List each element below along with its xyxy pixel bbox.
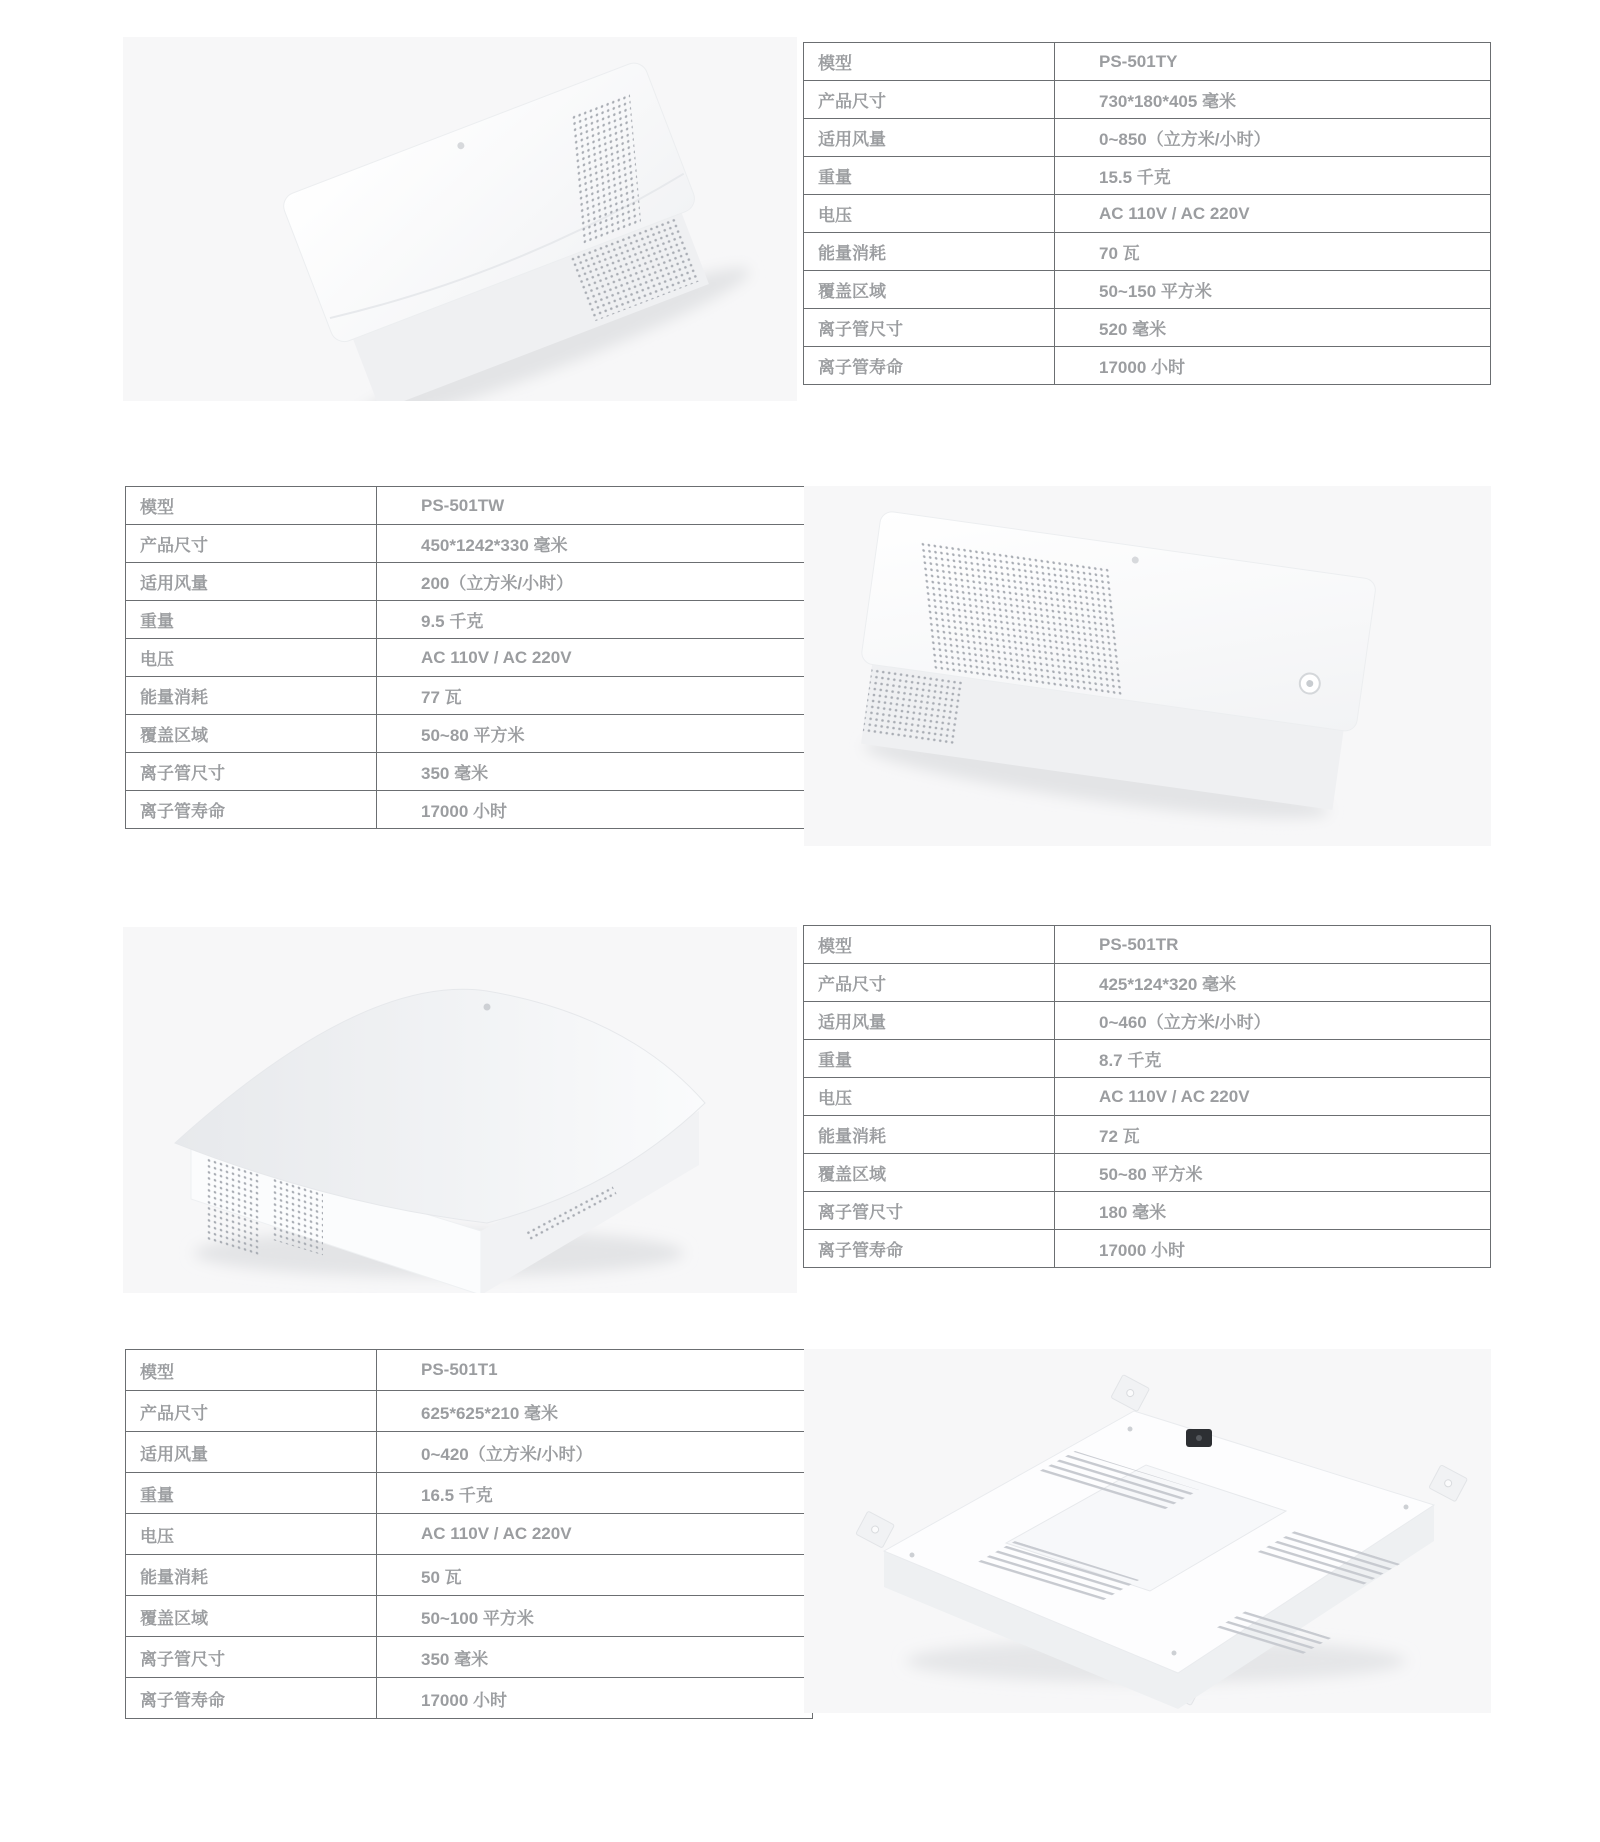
product-photo-ps-501ty bbox=[123, 37, 797, 401]
spec-label: 产品尺寸 bbox=[804, 964, 1055, 1002]
spec-label: 重量 bbox=[126, 1473, 377, 1514]
spec-label: 适用风量 bbox=[126, 563, 377, 601]
spec-value: 9.5 千克 bbox=[377, 601, 813, 639]
spec-value: PS-501TR bbox=[1055, 926, 1491, 964]
spec-value: 16.5 千克 bbox=[377, 1473, 813, 1514]
spec-label: 模型 bbox=[804, 926, 1055, 964]
spec-row bbox=[126, 677, 813, 715]
spec-row bbox=[804, 1040, 1491, 1078]
spec-value: AC 110V / AC 220V bbox=[1055, 195, 1491, 233]
spec-value: 70 瓦 bbox=[1055, 233, 1491, 271]
spec-row bbox=[804, 309, 1491, 347]
spec-row bbox=[804, 233, 1491, 271]
spec-label: 电压 bbox=[126, 639, 377, 677]
spec-label: 覆盖区域 bbox=[804, 271, 1055, 309]
spec-row bbox=[126, 1473, 813, 1514]
spec-row bbox=[126, 753, 813, 791]
spec-label: 产品尺寸 bbox=[804, 81, 1055, 119]
spec-row bbox=[126, 715, 813, 753]
spec-value: 0~850（立方米/小时） bbox=[1055, 119, 1491, 157]
spec-label: 模型 bbox=[126, 487, 377, 525]
product-photo-ps-501t1 bbox=[804, 1349, 1491, 1713]
spec-label: 能量消耗 bbox=[126, 677, 377, 715]
spec-row bbox=[804, 926, 1491, 964]
spec-row bbox=[804, 1116, 1491, 1154]
spec-value: 77 瓦 bbox=[377, 677, 813, 715]
spec-value: 350 毫米 bbox=[377, 1637, 813, 1678]
spec-value: 180 毫米 bbox=[1055, 1192, 1491, 1230]
spec-row bbox=[126, 1514, 813, 1555]
spec-value: 0~460（立方米/小时） bbox=[1055, 1002, 1491, 1040]
spec-row bbox=[804, 195, 1491, 233]
spec-row bbox=[126, 1637, 813, 1678]
spec-value: PS-501TW bbox=[377, 487, 813, 525]
spec-row bbox=[126, 791, 813, 829]
spec-row bbox=[804, 1192, 1491, 1230]
spec-value: 8.7 千克 bbox=[1055, 1040, 1491, 1078]
product-photo-ps-501tr bbox=[123, 927, 797, 1293]
spec-label: 电压 bbox=[804, 195, 1055, 233]
side-vent-grille bbox=[862, 666, 965, 746]
spec-value: 50~80 平方米 bbox=[1055, 1154, 1491, 1192]
spec-row bbox=[126, 601, 813, 639]
spec-label: 产品尺寸 bbox=[126, 525, 377, 563]
curved-lid-unit-illustration bbox=[123, 927, 797, 1293]
spec-value: 50~80 平方米 bbox=[377, 715, 813, 753]
spec-label: 电压 bbox=[804, 1078, 1055, 1116]
spec-value: 17000 小时 bbox=[377, 1678, 813, 1719]
spec-label: 适用风量 bbox=[126, 1432, 377, 1473]
spec-value: 17000 小时 bbox=[1055, 1230, 1491, 1268]
spec-label: 离子管寿命 bbox=[804, 1230, 1055, 1268]
unit-body bbox=[264, 50, 758, 401]
spec-value: 0~420（立方米/小时） bbox=[377, 1432, 813, 1473]
spec-label: 模型 bbox=[804, 43, 1055, 81]
spec-value: PS-501T1 bbox=[377, 1350, 813, 1391]
spec-value: 72 瓦 bbox=[1055, 1116, 1491, 1154]
product-photo-ps-501tw bbox=[804, 486, 1491, 846]
screw-hole bbox=[484, 1004, 491, 1011]
spec-label: 适用风量 bbox=[804, 1002, 1055, 1040]
spec-value: 50 瓦 bbox=[377, 1555, 813, 1596]
spec-value: 50~150 平方米 bbox=[1055, 271, 1491, 309]
wall-unit-illustration bbox=[804, 486, 1491, 846]
spec-value: 15.5 千克 bbox=[1055, 157, 1491, 195]
spec-value: 50~100 平方米 bbox=[377, 1596, 813, 1637]
top-vent-grille bbox=[570, 92, 641, 248]
spec-row bbox=[126, 1350, 813, 1391]
spec-table-ps-501ty bbox=[803, 42, 1491, 385]
spec-label: 重量 bbox=[804, 157, 1055, 195]
unit-body bbox=[856, 1375, 1468, 1709]
spec-value: 425*124*320 毫米 bbox=[1055, 964, 1491, 1002]
spec-row bbox=[126, 1555, 813, 1596]
spec-row bbox=[126, 1678, 813, 1719]
spec-value: AC 110V / AC 220V bbox=[377, 639, 813, 677]
spec-row bbox=[804, 964, 1491, 1002]
spec-value: AC 110V / AC 220V bbox=[377, 1514, 813, 1555]
spec-row bbox=[804, 43, 1491, 81]
wall-unit-illustration bbox=[123, 37, 797, 401]
spec-table-ps-501tr bbox=[803, 925, 1491, 1268]
spec-value: 450*1242*330 毫米 bbox=[377, 525, 813, 563]
spec-row bbox=[804, 1154, 1491, 1192]
spec-row bbox=[804, 271, 1491, 309]
spec-value: 200（立方米/小时） bbox=[377, 563, 813, 601]
unit-body bbox=[175, 989, 705, 1293]
spec-value: 520 毫米 bbox=[1055, 309, 1491, 347]
spec-label: 电压 bbox=[126, 1514, 377, 1555]
spec-row bbox=[126, 1596, 813, 1637]
spec-label: 重量 bbox=[126, 601, 377, 639]
spec-table-ps-501tw bbox=[125, 486, 813, 829]
spec-label: 离子管寿命 bbox=[126, 791, 377, 829]
spec-row bbox=[126, 1432, 813, 1473]
spec-label: 产品尺寸 bbox=[126, 1391, 377, 1432]
spec-row bbox=[804, 347, 1491, 385]
spec-label: 模型 bbox=[126, 1350, 377, 1391]
spec-value: 17000 小时 bbox=[1055, 347, 1491, 385]
spec-value: 17000 小时 bbox=[377, 791, 813, 829]
spec-label: 离子管寿命 bbox=[126, 1678, 377, 1719]
spec-label: 覆盖区域 bbox=[126, 1596, 377, 1637]
spec-label: 离子管寿命 bbox=[804, 347, 1055, 385]
spec-value: 350 毫米 bbox=[377, 753, 813, 791]
unit-body bbox=[846, 510, 1377, 835]
spec-label: 覆盖区域 bbox=[126, 715, 377, 753]
spec-label: 离子管尺寸 bbox=[126, 753, 377, 791]
ceiling-cassette-illustration bbox=[804, 1349, 1491, 1713]
spec-row bbox=[804, 1078, 1491, 1116]
spec-label: 适用风量 bbox=[804, 119, 1055, 157]
spec-row bbox=[804, 1230, 1491, 1268]
spec-value: 730*180*405 毫米 bbox=[1055, 81, 1491, 119]
spec-row bbox=[804, 81, 1491, 119]
spec-value: PS-501TY bbox=[1055, 43, 1491, 81]
spec-table-ps-501t1 bbox=[125, 1349, 813, 1719]
spec-label: 离子管尺寸 bbox=[804, 1192, 1055, 1230]
spec-value: AC 110V / AC 220V bbox=[1055, 1078, 1491, 1116]
power-socket-pin bbox=[1196, 1435, 1202, 1441]
spec-label: 能量消耗 bbox=[804, 1116, 1055, 1154]
spec-row bbox=[804, 1002, 1491, 1040]
spec-row bbox=[804, 157, 1491, 195]
spec-row bbox=[804, 119, 1491, 157]
spec-row bbox=[126, 487, 813, 525]
spec-label: 离子管尺寸 bbox=[804, 309, 1055, 347]
spec-row bbox=[126, 1391, 813, 1432]
spec-row bbox=[126, 525, 813, 563]
spec-row bbox=[126, 563, 813, 601]
spec-label: 能量消耗 bbox=[126, 1555, 377, 1596]
spec-label: 覆盖区域 bbox=[804, 1154, 1055, 1192]
spec-label: 能量消耗 bbox=[804, 233, 1055, 271]
spec-label: 重量 bbox=[804, 1040, 1055, 1078]
spec-value: 625*625*210 毫米 bbox=[377, 1391, 813, 1432]
spec-label: 离子管尺寸 bbox=[126, 1637, 377, 1678]
spec-row bbox=[126, 639, 813, 677]
